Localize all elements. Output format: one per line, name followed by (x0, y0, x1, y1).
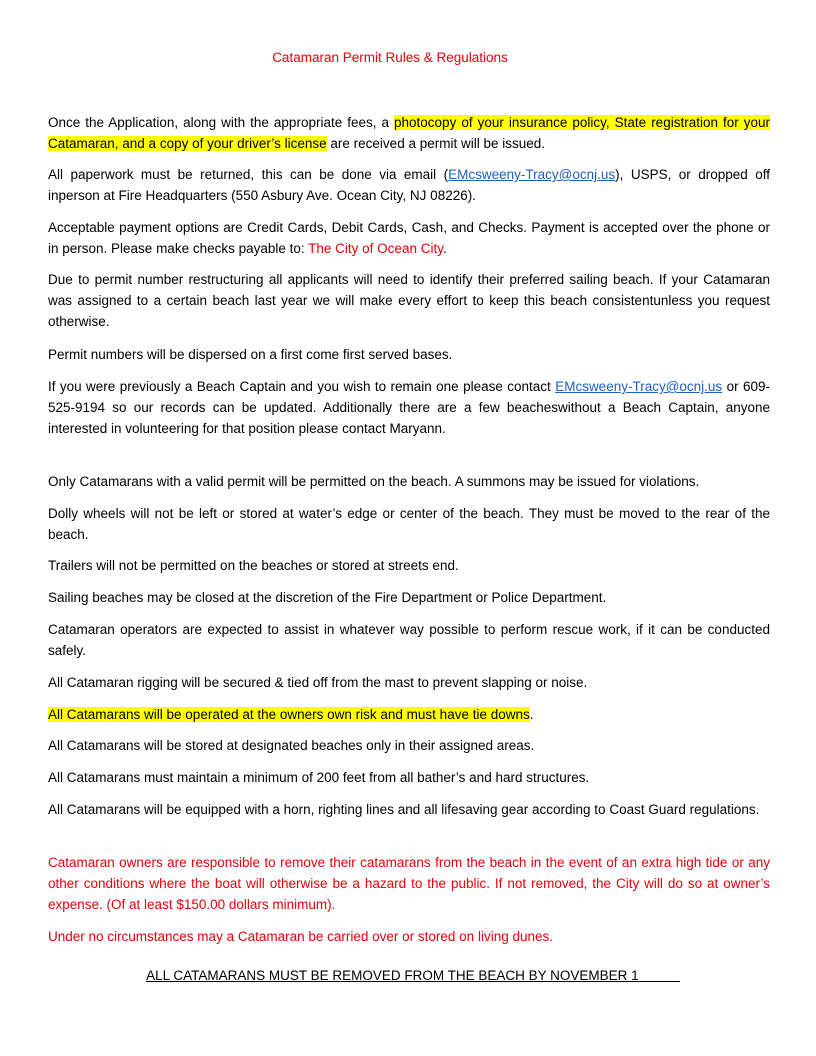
paragraph-text: . (442, 241, 447, 256)
footer-text: ALL CATAMARANS MUST BE REMOVED FROM THE BEACH BY NOVEMBER 1 (146, 968, 639, 983)
paragraph-dunes-warning: Under no circumstances may a Catamaran be carried over or stored on living dunes. (48, 929, 553, 944)
paragraph-sailing-beach: Due to permit number restructuring all applicants will need to identify their preferred sailing beach. If your Catamaran was assigned to a certain beach last year we will make every effort to keep this beach consistentunless you request otherwise. (48, 272, 770, 329)
payee-name: The City of Ocean City (308, 241, 443, 256)
paragraph-rigging: All Catamaran rigging will be secured & tied off from the mast to prevent slapping or noise. (48, 675, 588, 690)
paragraph-text: Acceptable payment options are Credit Cards, Debit Cards, Cash, and Checks. Payment is accepted over the phone or in person. Please make checks payable to: (48, 220, 770, 256)
paragraph-text: Once the Application, along with the appropriate fees, a (48, 115, 395, 130)
paragraph-equipment: All Catamarans will be equipped with a horn, righting lines and all lifesaving gear according to Coast Guard regulations. (48, 802, 760, 817)
paragraph-text: All paperwork must be returned, this can be done via email ( (48, 167, 449, 182)
paragraph-paperwork (48, 164, 770, 206)
paragraph-owner-risk (48, 704, 770, 725)
paragraph-text: or 609-525-9194 so our records can be updated. Additionally there are a few beacheswithout a Beach Captain, anyone interested in volunteering for that position please contact Maryann. (48, 379, 770, 436)
footer-underline-blank (639, 968, 680, 983)
paragraph-valid-permit: Only Catamarans with a valid permit will be permitted on the beach. A summons may be issued for violations. (48, 474, 700, 489)
paragraph-beach-closure: Sailing beaches may be closed at the discretion of the Fire Department or Police Department. (48, 590, 607, 605)
paragraph-payment (48, 217, 770, 259)
paragraph-storage: All Catamarans will be stored at designated beaches only in their assigned areas. (48, 738, 535, 753)
paragraph-permit-numbers: Permit numbers will be dispersed on a first come first served bases. (48, 347, 453, 362)
paragraph-dolly-wheels: Dolly wheels will not be left or stored at water’s edge or center of the beach. They must be moved to the rear of the beach. (48, 506, 770, 542)
paragraph-application (48, 112, 770, 154)
email-link[interactable]: EMcsweeny-Tracy@ocnj.us (555, 379, 723, 394)
paragraph-trailers: Trailers will not be permitted on the beaches or stored at streets end. (48, 558, 459, 573)
paragraph-text: . (529, 707, 534, 722)
highlighted-risk-rule: All Catamarans will be operated at the owners own risk and must have tie downs (48, 707, 530, 722)
paragraph-text: are received a permit will be issued. (326, 136, 546, 151)
paragraph-rescue-work: Catamaran operators are expected to assist in whatever way possible to perform rescue work, if it can be conducted safely. (48, 622, 770, 658)
document-title: Catamaran Permit Rules & Regulations (272, 50, 508, 65)
removal-deadline-notice (0, 968, 816, 983)
email-link[interactable]: EMcsweeny-Tracy@ocnj.us (448, 167, 616, 182)
highlighted-requirements: photocopy of your insurance policy, State registration for your Catamaran, and a copy of your driver’s license (48, 115, 770, 151)
paragraph-beach-captain (48, 376, 770, 439)
paragraph-text: If you were previously a Beach Captain and you wish to remain one please contact (48, 379, 556, 394)
paragraph-removal-warning: Catamaran owners are responsible to remove their catamarans from the beach in the event of an extra high tide or any other conditions where the boat will otherwise be a hazard to the public. If not removed, the City will do so at owner’s expense. (Of at least $150.00 dollars minimum). (48, 855, 770, 912)
paragraph-distance: All Catamarans must maintain a minimum of 200 feet from all bather’s and hard structures. (48, 770, 590, 785)
paragraph-text: ), USPS, or dropped off inperson at Fire Headquarters (550 Asbury Ave. Ocean City, NJ 08226). (48, 167, 770, 203)
